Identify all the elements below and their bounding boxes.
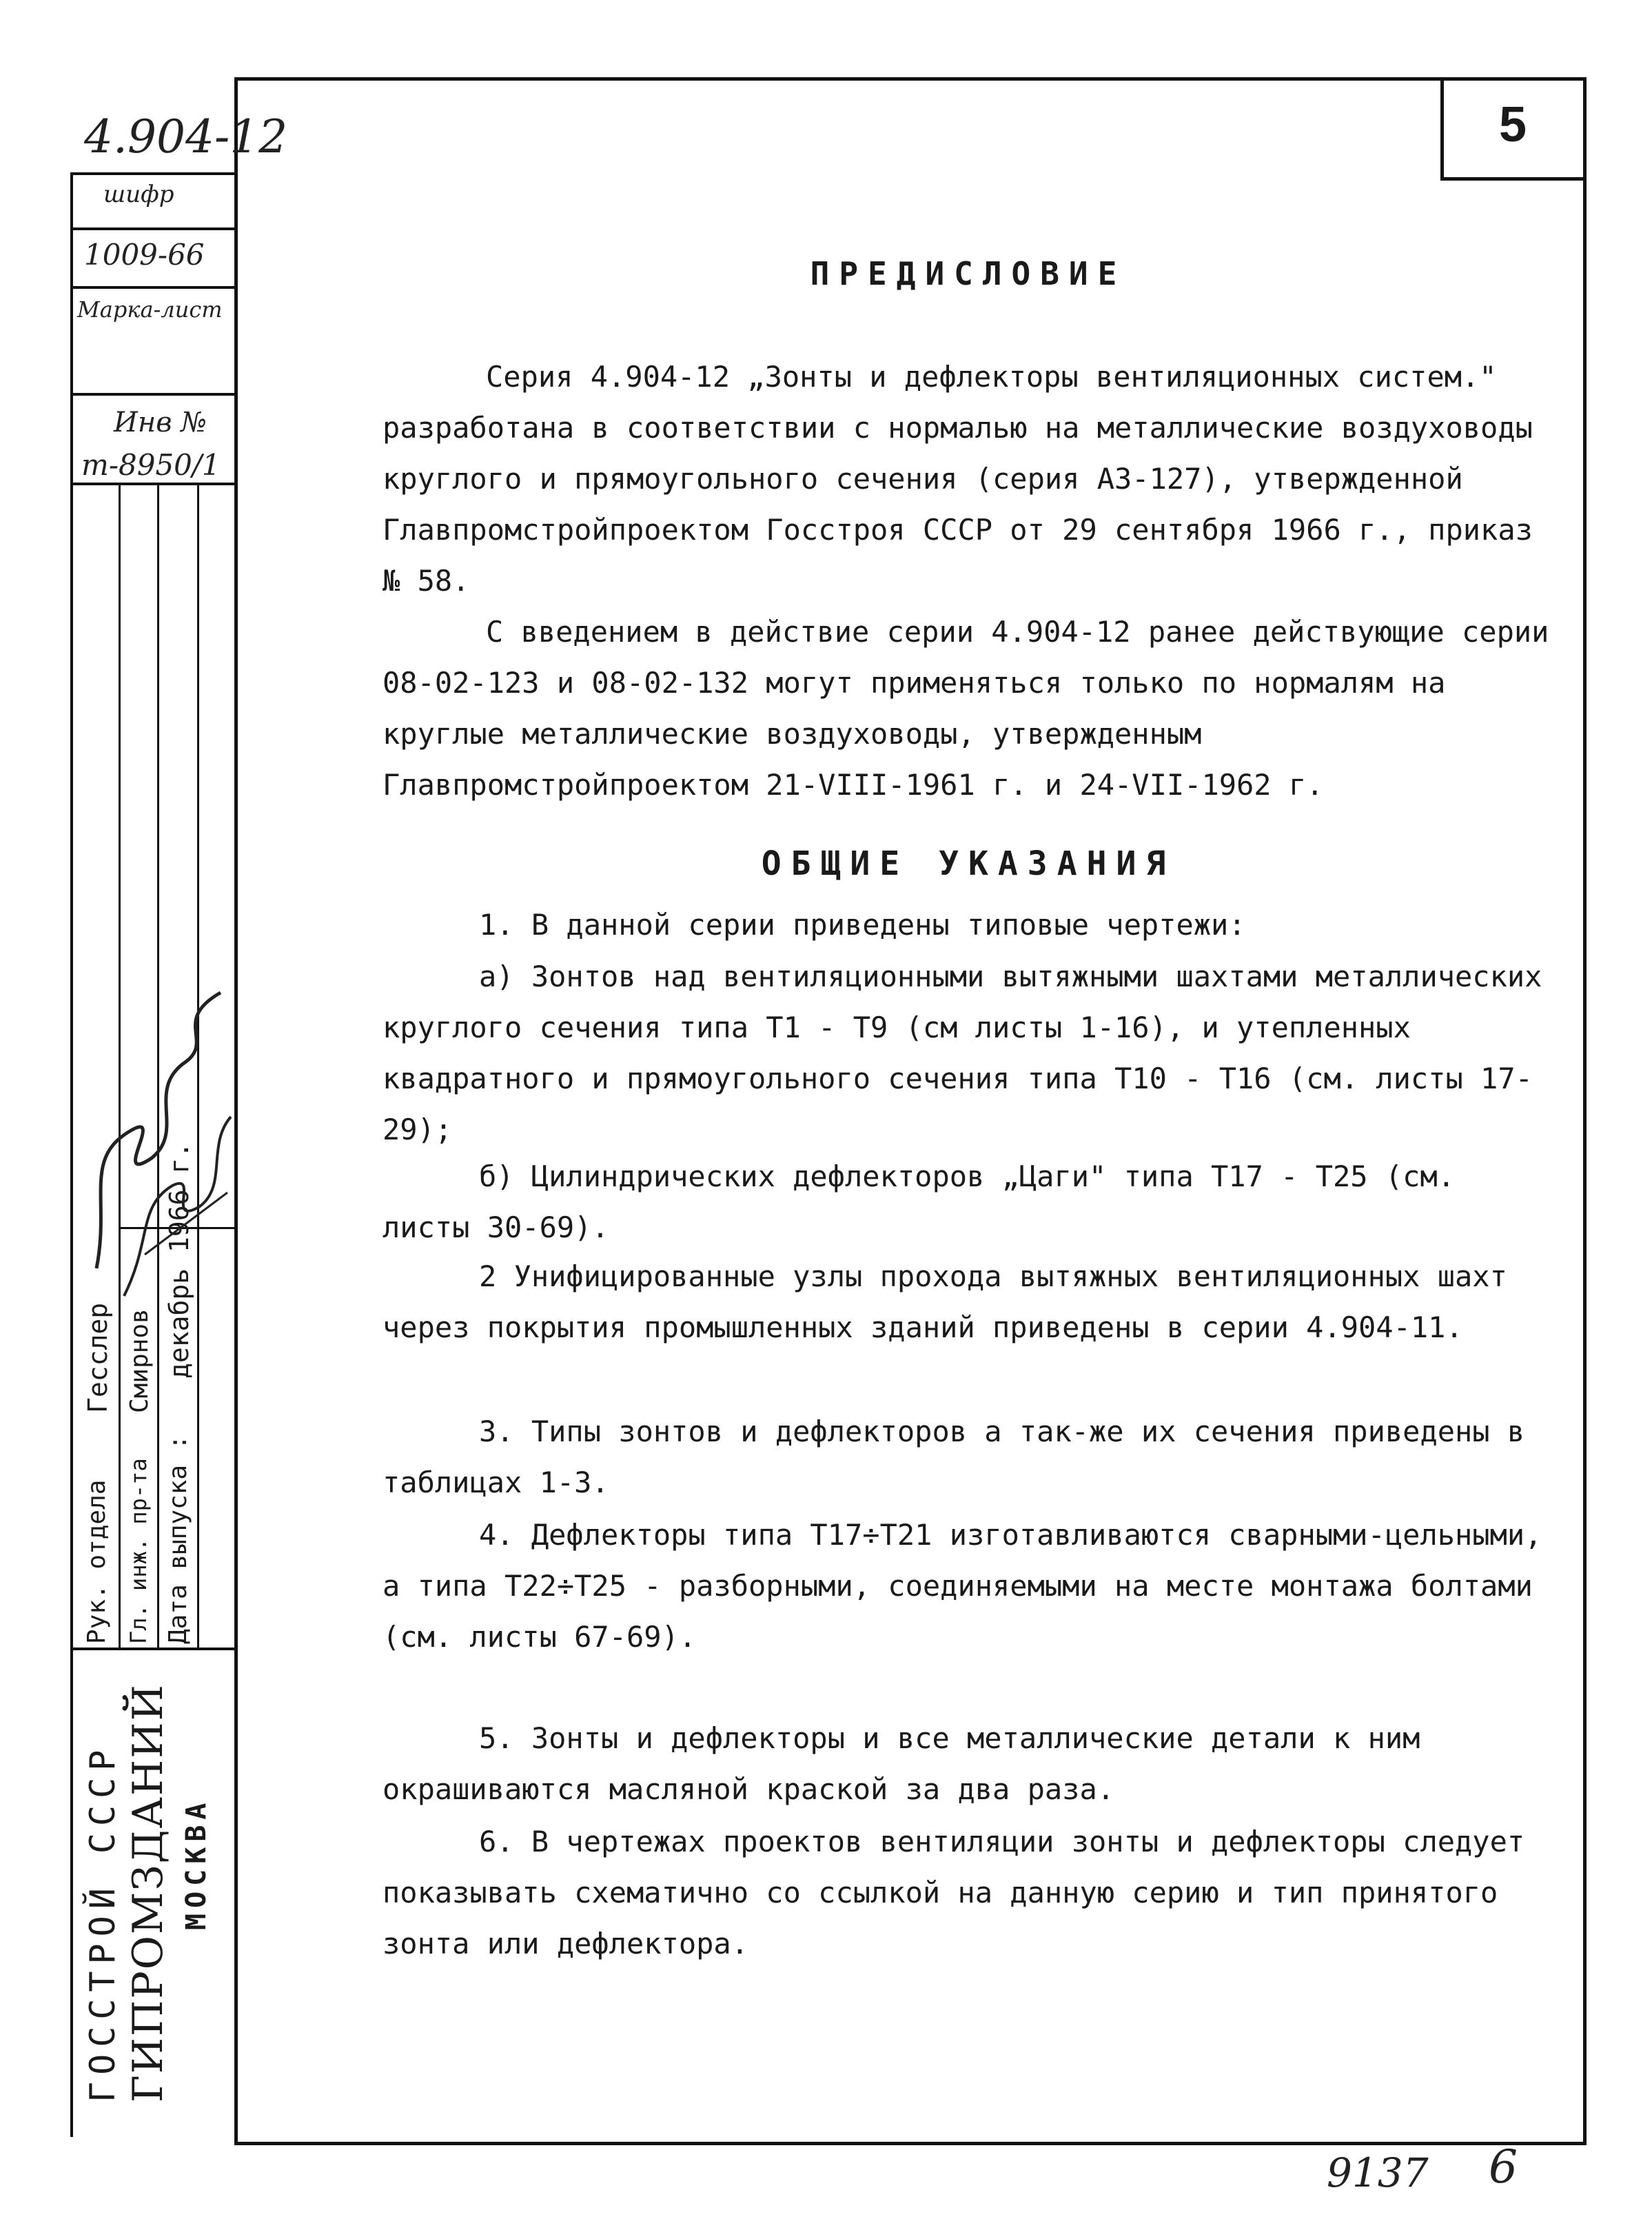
role-release-date: Дата выпуска :	[164, 1435, 192, 1644]
general-item-1: 1. В данной серии приведены типовые чертежи:	[479, 908, 1246, 942]
role-chief-engineer: Гл. инж. пр-та	[125, 1458, 152, 1644]
sheet-number: 6	[1489, 2140, 1518, 2193]
org-gosstroy: ГОССТРОЙ СССР	[83, 1743, 123, 2102]
series-code: 4.904-12	[84, 110, 288, 163]
release-date: декабрь 1966 г.	[164, 1142, 194, 1379]
signatures	[69, 979, 241, 1324]
role-dept-head: Рук. отдела	[83, 1479, 111, 1644]
page-label: Марка-лист	[77, 296, 223, 323]
name-gessler: Гесслер	[83, 1302, 113, 1413]
name-smirnov: Смирнов	[125, 1308, 154, 1413]
inv-value: т-8950/1	[81, 448, 221, 482]
org-giprom: ГИПРОМЗДАНИЙ	[124, 1683, 172, 2102]
cipher-label: шифр	[103, 181, 174, 208]
page-number: 5	[1498, 97, 1527, 152]
general-item-1b: б) Цилиндрических дефлекторов „Цаги" типа Т17 - Т25 (см. листы 30-69).	[383, 1159, 1456, 1244]
general-item-3: 3. Типы зонтов и дефлекторов а так-же их сечения приведены в таблицах 1-3.	[383, 1415, 1525, 1499]
general-item-6: 6. В чертежах проектов вентиляции зонты и дефлекторы следует показывать схематично со ссылкой на данную серию и тип принятого зонта или дефлектора.	[383, 1825, 1525, 1960]
general-item-4: 4. Дефлекторы типа Т17÷Т21 изготавливаются сварными-цельными, а типа Т22÷Т25 - разборными, соединяемыми на месте монтажа болтами (см. листы 67-69).	[383, 1518, 1542, 1654]
archive-number: 9137	[1327, 2149, 1429, 2196]
preface-title: ПРЕДИСЛОВИЕ	[810, 255, 1127, 292]
general-item-5: 5. Зонты и дефлекторы и все металлические детали к ним окрашиваются масляной краской за два раза.	[383, 1721, 1420, 1806]
general-item-2: 2 Унифицированные узлы прохода вытяжных вентиляционных шахт через покрытия промышленных зданий приведены в серии 4.904-11.	[383, 1259, 1507, 1344]
org-city: МОСКВА	[181, 1797, 212, 1930]
cipher-value: 1009-66	[84, 238, 205, 272]
general-item-1a: а) Зонтов над вентиляционными вытяжными шахтами металлических круглого сечения типа Т1 - Т9 (см листы 1-16), и утепленных квадратного и прямоугольного сечения типа Т10 - Т16 (см. листы 17-29);	[383, 960, 1542, 1146]
inv-label: Инв №	[114, 407, 207, 438]
preface-paragraph-2: С введением в действие серии 4.904-12 ранее действующие серии 08-02-123 и 08-02-132 могут применяться только по нормалям на круглые металлические воздуховоды, утвержденным Главпромстройпроектом 21-VIII-1961 г. и 24-VII-1962 г.	[383, 615, 1549, 802]
general-title: ОБЩИЕ УКАЗАНИЯ	[761, 844, 1176, 883]
preface-paragraph-1: Серия 4.904-12 „Зонты и дефлекторы вентиляционных систем." разработана в соответствии с нормалью на металлические воздуховоды круглого и прямоугольного сечения (серия А3-127), утвержденной Главпромстройпроектом Госстроя СССР от 29 сентября 1966 г., приказ № 58.	[383, 360, 1533, 598]
